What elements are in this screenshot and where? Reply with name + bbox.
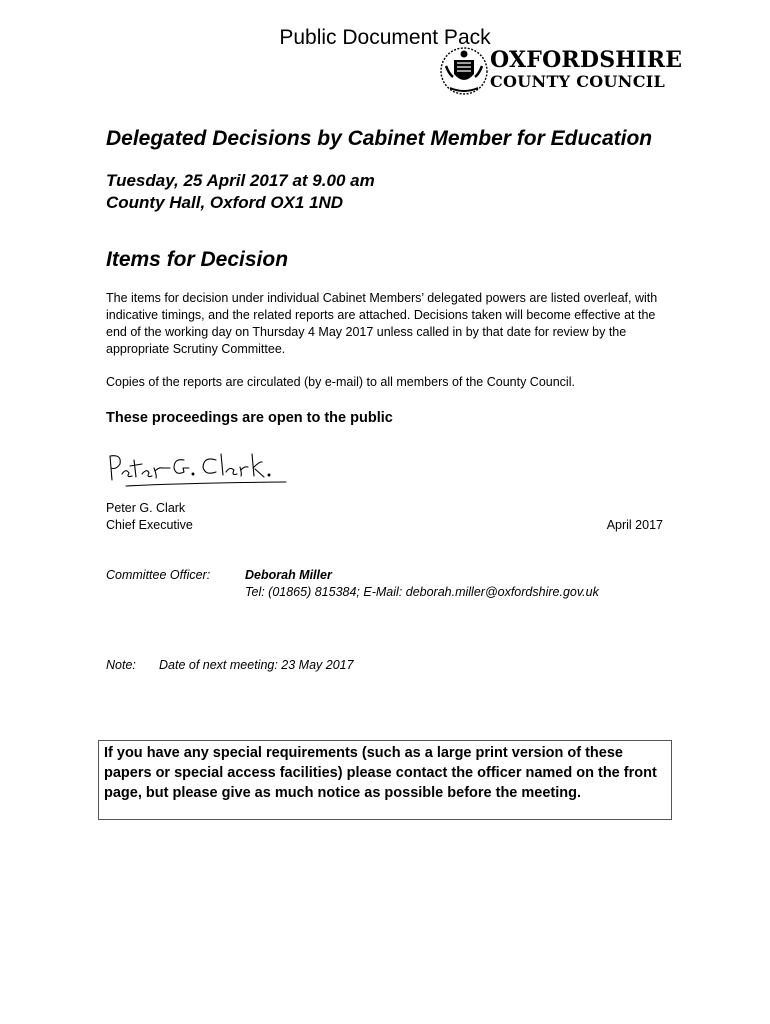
logo-text <box>490 48 682 91</box>
county-crest-icon <box>438 44 490 96</box>
council-logo <box>438 44 683 100</box>
meeting-date: Tuesday, 25 April 2017 at 9.00 am <box>106 171 375 190</box>
special-requirements-box: If you have any special requirements (such as a large print version of these papers or special access facilities) please contact the officer named on the front page, but please give as much notice as possible before the meeting. <box>98 740 672 820</box>
section-heading: Items for Decision <box>106 248 289 271</box>
public-document-pack-header: Public Document Pack <box>279 26 491 49</box>
open-to-public-notice: These proceedings are open to the public <box>106 410 393 426</box>
signatory-role: Chief Executive <box>106 518 193 532</box>
document-date: April 2017 <box>606 518 663 532</box>
logo-line-county-council: COUNTY COUNCIL <box>490 72 666 91</box>
document-title: Delegated Decisions by Cabinet Member for Education <box>106 127 653 150</box>
logo-line-oxfordshire: OXFORDSHIRE <box>490 47 683 73</box>
next-meeting-note: Date of next meeting: 23 May 2017 <box>159 658 354 672</box>
copies-paragraph: Copies of the reports are circulated (by e-mail) to all members of the County Council. <box>106 375 575 389</box>
meeting-venue: County Hall, Oxford OX1 1ND <box>106 193 344 212</box>
intro-paragraph: The items for decision under individual Cabinet Members’ delegated powers are listed overleaf, with indicative timings, and the related reports are attached. Decisions taken will become effective at the end of the working day on Thursday 4 May 2017 unless called in by that date for review by the appropriate Scrutiny Committee. <box>106 291 658 356</box>
note-label: Note: <box>106 658 136 672</box>
meeting-details <box>106 170 375 214</box>
signatory-name: Peter G. Clark <box>106 501 186 515</box>
committee-officer-name: Deborah Miller <box>245 568 332 582</box>
handwritten-signature <box>104 446 304 492</box>
committee-officer-contact: Tel: (01865) 815384; E-Mail: deborah.miller@oxfordshire.gov.uk <box>245 585 599 599</box>
committee-officer-label: Committee Officer: <box>106 568 211 582</box>
